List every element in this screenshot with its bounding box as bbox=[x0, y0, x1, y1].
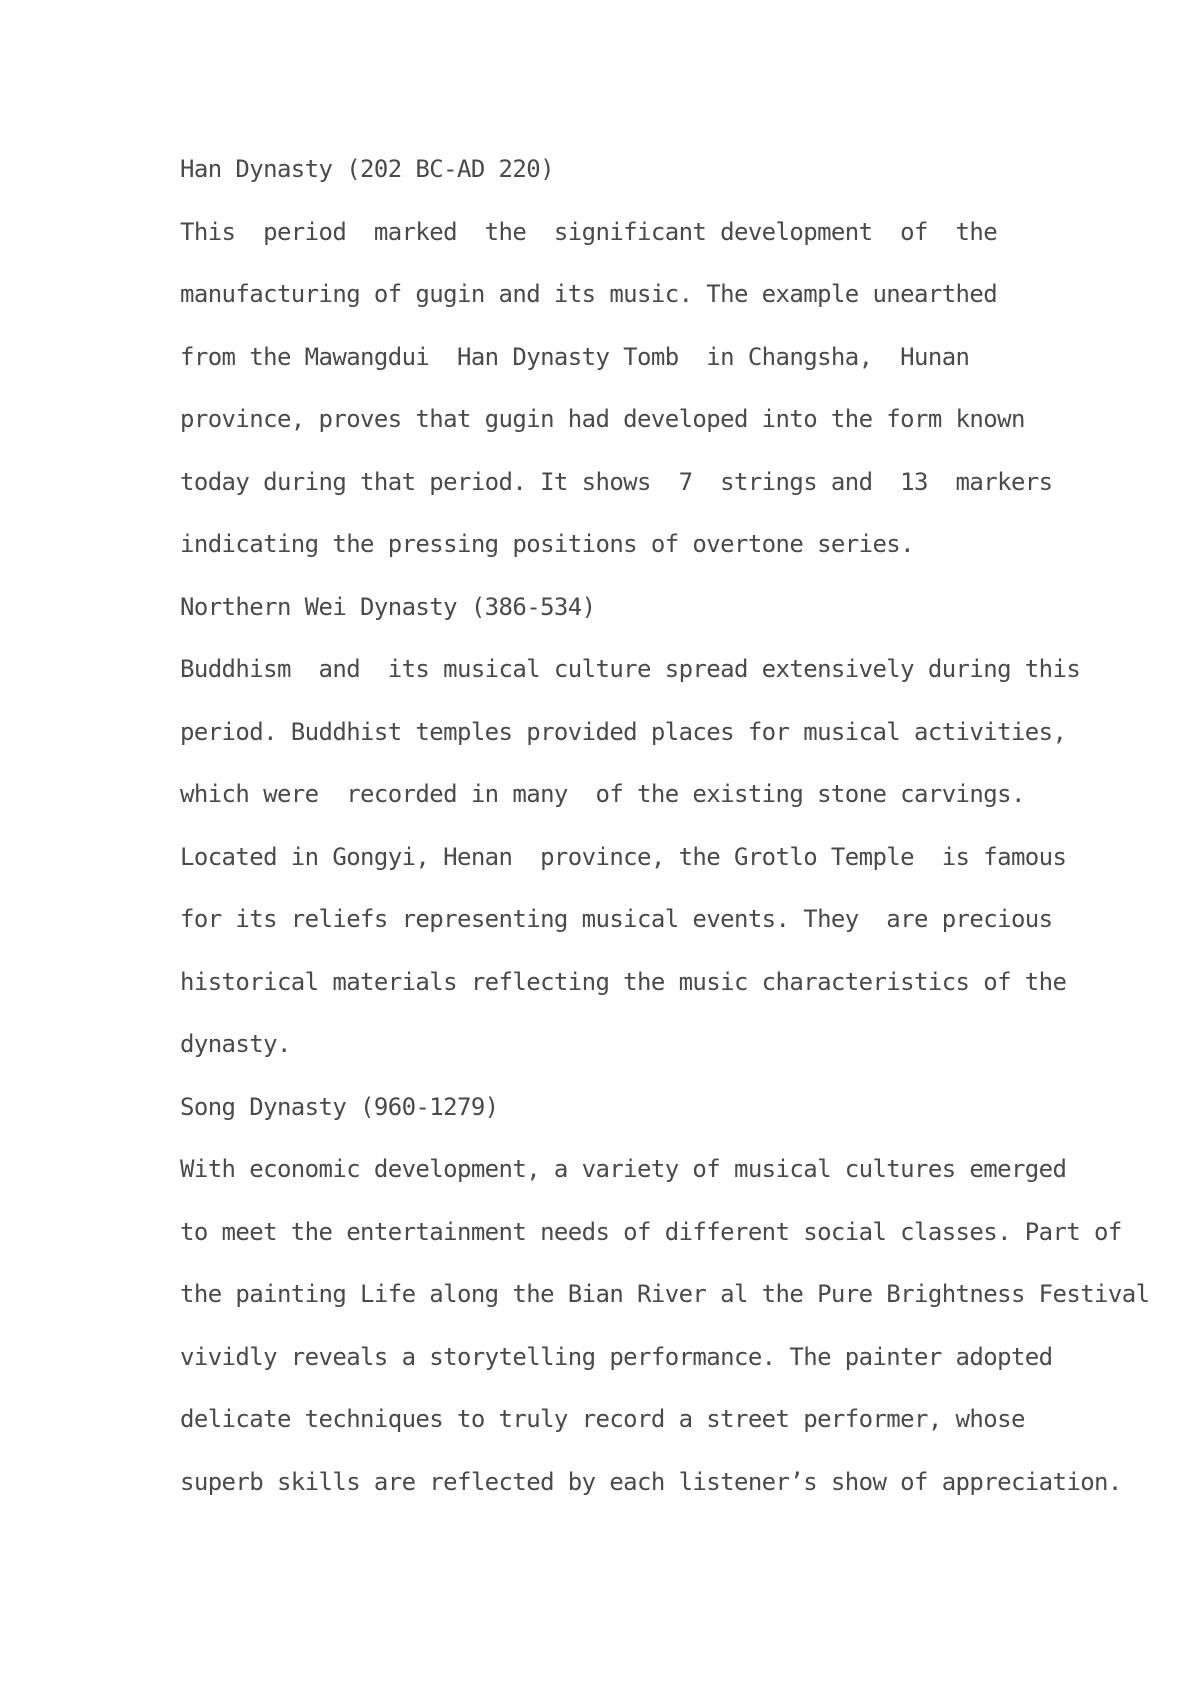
text-line: vividly reveals a storytelling performance. The painter adopted bbox=[180, 1342, 1053, 1371]
text-line: the painting Life along the Bian River al the Pure Brightness Festival bbox=[180, 1280, 1150, 1308]
text-line: today during that period. It shows 7 strings and 13 markers bbox=[180, 467, 1053, 496]
text-line: province, proves that gugin had developed into the form known bbox=[180, 405, 1025, 433]
text-line: historical materials reflecting the music characteristics of the bbox=[180, 967, 1067, 996]
document-body bbox=[180, 138, 1180, 1513]
heading-song-dynasty: Song Dynasty (960-1279) bbox=[180, 1092, 499, 1121]
text-line: With economic development, a variety of musical cultures emerged bbox=[180, 1155, 1067, 1183]
text-line: indicating the pressing positions of overtone series. bbox=[180, 530, 915, 558]
text-line: manufacturing of gugin and its music. The example unearthed bbox=[180, 280, 998, 308]
heading-han-dynasty: Han Dynasty (202 BC-AD 220) bbox=[180, 155, 554, 183]
text-line: to meet the entertainment needs of different social classes. Part of bbox=[180, 1217, 1122, 1246]
text-line: from the Mawangdui Han Dynasty Tomb in Changsha, Hunan bbox=[180, 342, 970, 371]
text-line: period. Buddhist temples provided places for musical activities, bbox=[180, 717, 1067, 746]
text-line: delicate techniques to truly record a street performer, whose bbox=[180, 1405, 1025, 1433]
text-line: Located in Gongyi, Henan province, the Grotlo Temple is famous bbox=[180, 842, 1067, 871]
text-line: Buddhism and its musical culture spread extensively during this bbox=[180, 655, 1081, 683]
text-line: dynasty. bbox=[180, 1030, 291, 1058]
text-line: for its reliefs representing musical events. They are precious bbox=[180, 905, 1053, 933]
heading-northern-wei-dynasty: Northern Wei Dynasty (386-534) bbox=[180, 592, 596, 621]
text-line: This period marked the significant development of the bbox=[180, 217, 998, 246]
text-line: superb skills are reflected by each listener’s show of appreciation. bbox=[180, 1467, 1122, 1496]
text-line: which were recorded in many of the existing stone carvings. bbox=[180, 780, 1025, 808]
